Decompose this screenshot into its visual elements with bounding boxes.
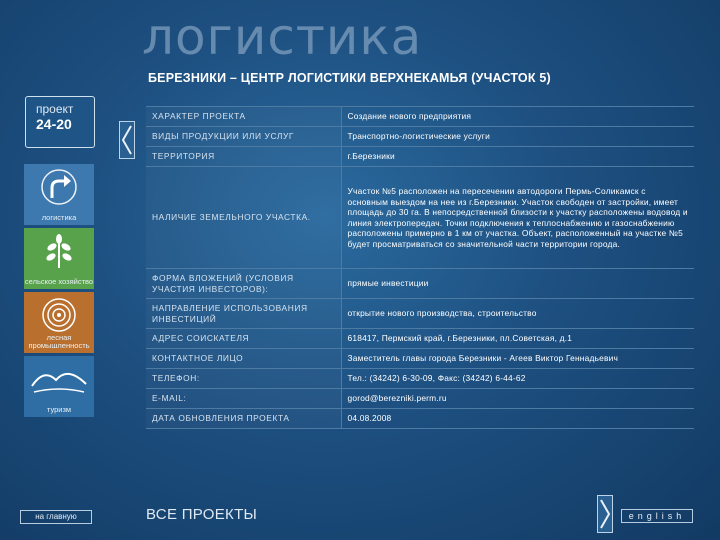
- chevron-left-icon: [120, 122, 134, 158]
- project-info-table: [146, 106, 694, 429]
- arrow-turn-icon: [24, 168, 94, 206]
- mountains-icon: [24, 360, 94, 398]
- category-logistics[interactable]: [24, 164, 94, 225]
- row-value: Заместитель главы города Березники - Агеев Виктор Геннадьевич: [341, 349, 694, 369]
- table-row: [146, 369, 694, 389]
- row-key: ТЕРРИТОРИЯ: [146, 147, 341, 167]
- table-row: [146, 389, 694, 409]
- project-label: проект: [36, 102, 74, 116]
- row-value: прямые инвестиции: [341, 269, 694, 299]
- row-value: gorod@berezniki.perm.ru: [341, 389, 694, 409]
- page-title: БЕРЕЗНИКИ – ЦЕНТР ЛОГИСТИКИ ВЕРХНЕКАМЬЯ (УЧАСТОК 5): [148, 71, 551, 85]
- row-value: Создание нового предприятия: [341, 107, 694, 127]
- row-key: КОНТАКТНОЕ ЛИЦО: [146, 349, 341, 369]
- category-agriculture[interactable]: [24, 228, 94, 289]
- row-key: ДАТА ОБНОВЛЕНИЯ ПРОЕКТА: [146, 409, 341, 429]
- category-label: логистика: [41, 213, 77, 222]
- category-label: туризм: [46, 405, 72, 414]
- row-value: открытие нового производства, строительство: [341, 299, 694, 329]
- row-key: АДРЕС СОИСКАТЕЛЯ: [146, 329, 341, 349]
- tree-rings-icon: [24, 296, 94, 334]
- row-value: 04.08.2008: [341, 409, 694, 429]
- category-forestry[interactable]: [24, 292, 94, 353]
- row-key: НАПРАВЛЕНИЕ ИСПОЛЬЗОВАНИЯ ИНВЕСТИЦИЙ: [146, 299, 341, 329]
- row-key: ТЕЛЕФОН:: [146, 369, 341, 389]
- project-number: 24-20: [36, 116, 72, 132]
- row-value: 618417, Пермский край, г.Березники, пл.Советская, д.1: [341, 329, 694, 349]
- table-row: [146, 329, 694, 349]
- row-key: НАЛИЧИЕ ЗЕМЕЛЬНОГО УЧАСТКА.: [146, 167, 341, 269]
- row-key: E-MAIL:: [146, 389, 341, 409]
- row-value: Участок №5 расположен на пересечении автодороги Пермь-Соликамск с основным выездом на нее из г.Березники. Участок свободен от застройки, имеет площадь до 30 га. В непосредственной близости к участку расположены водовод и линия электропередач. Точки подключения к теплоснабжению и газоснабжению расположены примерно в 1 км от участка. Объект, расположенный на участке №5 будет просматриваться со значительной части территории города.: [341, 167, 694, 269]
- table-row: [146, 409, 694, 429]
- category-sidebar: [24, 164, 94, 420]
- table-row: [146, 349, 694, 369]
- row-value: Транспортно-логистические услуги: [341, 127, 694, 147]
- previous-project-button[interactable]: [119, 121, 135, 159]
- plant-icon: [24, 232, 94, 270]
- category-label: лесная промышленность: [28, 333, 90, 350]
- category-tourism[interactable]: [24, 356, 94, 417]
- language-switch-button[interactable]: english: [621, 509, 693, 523]
- table-row: [146, 147, 694, 167]
- section-watermark: логистика: [142, 8, 423, 66]
- row-value: Тел.: (34242) 6-30-09, Факс: (34242) 6-44-62: [341, 369, 694, 389]
- chevron-right-icon: [598, 496, 612, 532]
- row-key: ВИДЫ ПРОДУКЦИИ ИЛИ УСЛУГ: [146, 127, 341, 147]
- table-row: [146, 167, 694, 269]
- table-row: [146, 107, 694, 127]
- home-button[interactable]: на главную: [20, 510, 92, 524]
- all-projects-link[interactable]: ВСЕ ПРОЕКТЫ: [146, 506, 258, 523]
- table-row: [146, 127, 694, 147]
- category-label: сельское хозяйство: [24, 277, 94, 286]
- project-number-box: [25, 96, 95, 148]
- row-value: г.Березники: [341, 147, 694, 167]
- table-row: [146, 299, 694, 329]
- next-project-button[interactable]: [597, 495, 613, 533]
- row-key: ФОРМА ВЛОЖЕНИЙ (УСЛОВИЯ УЧАСТИЯ ИНВЕСТОРОВ):: [146, 269, 341, 299]
- table-row: [146, 269, 694, 299]
- row-key: ХАРАКТЕР ПРОЕКТА: [146, 107, 341, 127]
